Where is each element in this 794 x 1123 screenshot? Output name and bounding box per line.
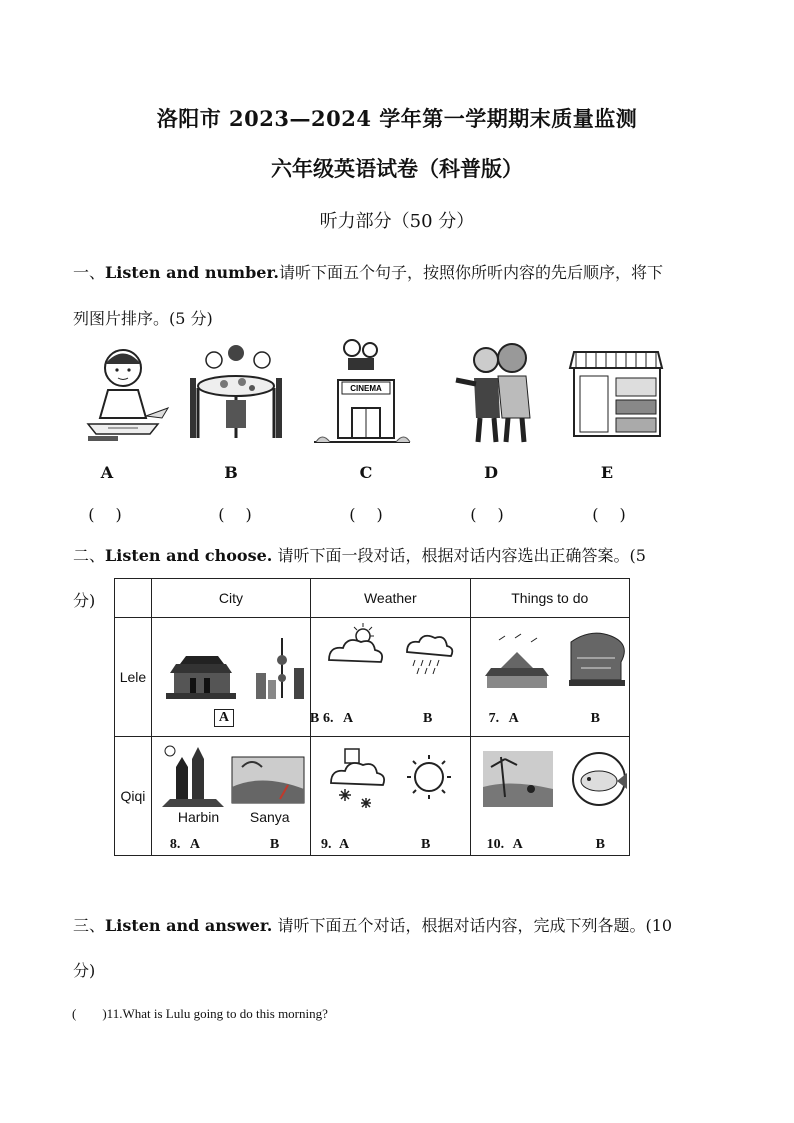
pic-letter-c: C	[359, 463, 373, 482]
question-11	[72, 1003, 328, 1022]
q10-option-b[interactable]: B	[595, 837, 605, 852]
q11-text: 11.What is Lulu going to do this morning?	[106, 1006, 328, 1021]
exam-title: 洛阳市 2023—2024 学年第一学期期末质量监测	[156, 106, 638, 131]
part1-instruction	[73, 262, 733, 284]
lele-city-option-a[interactable]: A	[214, 709, 234, 727]
part2-zh-line2: 分)	[73, 591, 96, 610]
family-dinner-icon	[186, 338, 286, 448]
row-label-qiqi: Qiqi	[115, 737, 152, 856]
lele-weather-cell	[311, 618, 471, 737]
q7-number: 7.	[488, 711, 500, 726]
cinema-icon	[312, 338, 412, 448]
part2-en: Listen and choose.	[105, 546, 273, 565]
q11-answer-blank[interactable]: ( )	[72, 1006, 107, 1021]
q10-option-a[interactable]: A	[512, 837, 523, 852]
header-things-to-do: Things to do	[470, 579, 629, 618]
qiqi-city-cell	[151, 737, 310, 856]
q8-option-b[interactable]: B	[269, 837, 280, 852]
asking-way-icon	[446, 338, 546, 448]
part1-pictures	[78, 338, 708, 450]
answer-blank-a[interactable]: ( )	[88, 505, 122, 524]
part1-zh-line1: 请听下面五个句子，按照你所听内容的先后顺序，将下	[278, 263, 663, 282]
corner-cell	[115, 579, 152, 618]
part1-zh-line2: 列图片排序。(5 分)	[73, 309, 213, 328]
lele-city-option-b[interactable]: B	[309, 711, 320, 726]
qiqi-todo-cell	[470, 737, 629, 856]
answer-blank-c[interactable]: ( )	[349, 505, 383, 524]
header-weather: Weather	[311, 579, 471, 618]
q9-number: 9.	[321, 837, 332, 852]
pic-letter-a: A	[100, 463, 114, 482]
snowy-and-sunny-icon	[311, 737, 459, 855]
part3-zh-line1: 请听下面五个对话，根据对话内容，完成下列各题。(10	[277, 916, 673, 935]
q6-option-a[interactable]: A	[343, 711, 354, 726]
cinema-sign: CINEMA	[350, 384, 382, 393]
listening-section-title: 听力部分（50 分）	[319, 211, 475, 232]
exam-subtitle: 六年级英语试卷（科普版）	[271, 156, 523, 181]
q7-option-b[interactable]: B	[590, 711, 600, 726]
part2-prefix: 二、	[73, 546, 106, 565]
q6-option-b[interactable]: B	[423, 711, 433, 726]
part2-instruction	[73, 545, 733, 567]
q8-number: 8.	[169, 837, 181, 852]
caption-harbin: Harbin	[177, 809, 220, 825]
part1-prefix: 一、	[73, 263, 106, 282]
q10-number: 10.	[486, 837, 505, 852]
header-city: City	[151, 579, 310, 618]
boy-writing-icon	[78, 338, 178, 448]
q8-option-a[interactable]: A	[189, 837, 200, 852]
part3-instruction	[73, 915, 733, 937]
pic-letter-b: B	[224, 463, 238, 482]
pic-letter-d: D	[484, 463, 498, 482]
shop-icon	[566, 338, 666, 448]
choice-table	[114, 578, 630, 856]
part1-en: Listen and number.	[105, 263, 279, 282]
part2-zh-line1: 请听下面一段对话，根据对话内容选出正确答案。(5	[277, 546, 646, 565]
part3-prefix: 三、	[73, 916, 106, 935]
caption-sanya: Sanya	[249, 809, 290, 825]
answer-blank-b[interactable]: ( )	[218, 505, 252, 524]
q9-option-b[interactable]: B	[421, 837, 431, 852]
q6-number: 6.	[323, 711, 334, 726]
q9-option-a[interactable]: A	[339, 837, 350, 852]
qiqi-weather-cell	[311, 737, 471, 856]
part3-zh-line2: 分)	[73, 961, 96, 980]
pic-letter-e: E	[600, 463, 614, 482]
lele-todo-cell	[470, 618, 629, 737]
row-label-lele: Lele	[115, 618, 152, 737]
q7-option-a[interactable]: A	[508, 711, 519, 726]
part3-en: Listen and answer.	[105, 916, 273, 935]
answer-blank-d[interactable]: ( )	[470, 505, 504, 524]
lele-city-cell	[151, 618, 320, 737]
answer-blank-e[interactable]: ( )	[592, 505, 626, 524]
